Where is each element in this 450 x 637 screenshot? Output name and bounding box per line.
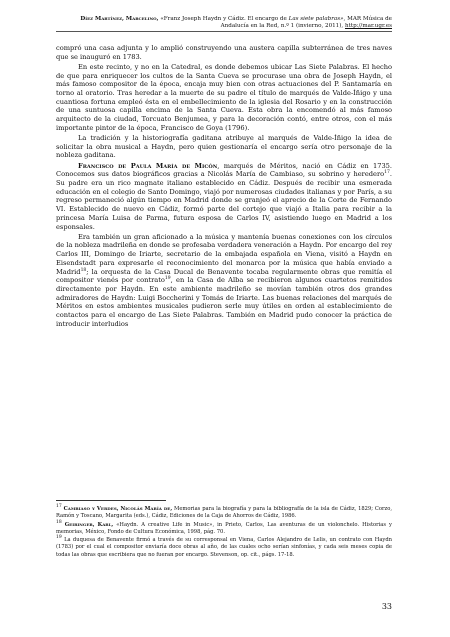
paragraph [56, 134, 392, 160]
footnote-text: «Haydn. A creative Life in Music», in Prieto, Carlos, Las aventuras de un violonchelo. Historias y memorias, México, Fondo de Cultura Económica, 1998, pág. 70. [56, 521, 392, 535]
paragraph-text: compró una casa adjunta y lo amplió construyendo una austera capilla subterránea de tres naves que se inauguró en 1783. [56, 44, 392, 61]
footnote-lead: Cambiaso y Verdes, Nicolás María de, [63, 506, 173, 512]
paragraph [56, 44, 392, 61]
paragraph-lead: Francisco de Paula María de Micón [78, 161, 218, 170]
paragraph [56, 233, 392, 329]
body-text [56, 44, 392, 329]
footnote-text: Memorias para la biografía y para la bibliografía de la isla de Cádiz, 1829; Corzo, Ramón y Toscano, Margarita (eds.), Cádiz, Ediciones de la Caja de Ahorros de Cádiz, 1986. [56, 506, 392, 520]
footnote-ref[interactable]: 18 [80, 267, 87, 273]
paragraph-tail: ; la orquesta de la Casa Ducal de Benavente tocaba regularmente obras que remitía el compositor vienés por contrato [56, 267, 392, 285]
footnote [56, 537, 392, 558]
footnote-number: 18 [56, 519, 62, 525]
footnote [56, 506, 392, 520]
paragraph-tail: , en la Casa de Alba se recibieron algunos cuartetos remitidos directamente por Haydn. En este ambiente madrileño se movían también otros dos grandes admiradores de Haydn: Luigi Boccherini y Tomás de Iriarte. Las buenas relaciones del marqués de Méritos en estos ambientes musicales pudieron serle muy útiles en orden al establecimiento de contactos para el encargo de Las Siete Palabras. También en Madrid pudo conocer la práctica de introducir interludios [56, 276, 392, 328]
page-number: 33 [381, 602, 392, 611]
paragraph-text: La tradición y la historiografía gaditana atribuye al marqués de Valde-Íñigo la idea de solicitar la obra musical a Haydn, pero quien gestionaría el encargo sería otro personaje de la nobleza gaditana. [56, 133, 392, 160]
paragraph [56, 162, 392, 232]
header-link[interactable]: http://mar.ugr.es [344, 23, 392, 29]
header-journal: , MAR Música de Andalucía en la Red, n.º 1 (invierno, 2011), [220, 16, 392, 29]
footnote-number: 19 [56, 535, 62, 541]
footnote [56, 519, 392, 536]
footnote-number: 17 [56, 504, 62, 509]
footnote-ref[interactable]: 19 [164, 276, 171, 282]
footnote-ref[interactable]: 17 [384, 170, 390, 176]
running-header [56, 16, 392, 32]
footnote-text: La duquesa de Benavente firmó a través de su corresponsal en Viena, Carlos Alejandro de Lelis, un contrato con Haydn (1783) por el cual el compositor enviaría doce obras al año, de las cuales ocho serían sinfonías, y cada seis meses copia de todas las obras que escribiera que no fueran por encargo. Stevenson, op. cit., págs. 17-18. [56, 537, 392, 558]
paragraph-text: En este recinto, y no en la Catedral, es donde debemos ubicar Las Siete Palabras. El hecho de que para enriquecer los cultos de la Santa Cueva se procurase una obra de Joseph Haydn, el más famoso compositor de la época, encaja muy bien con otras actuaciones del P. Santamaría en torno al oratorio. Tras heredar a la muerte de su padre el título de marqués de Valde-Íñigo y una cuantiosa fortuna empleó ésta en el embellecimiento de la iglesia del Rosario y en la construcción de una suntuosa capilla encima de la Santa Cueva. Esta obra la encomendó al más famoso arquitecto de la ciudad, Torcuato Benjumea, y para la decoración contó, entre otros, con el más importante pintor de la época, Francisco de Goya (1796). [56, 62, 392, 132]
header-author: Díez Martínez, Marcelino, [80, 16, 159, 22]
footnote-divider [56, 500, 166, 501]
footnotes [56, 506, 392, 560]
header-citation: «Franz Joseph Haydn y Cádiz. El encargo de [158, 16, 289, 22]
paragraph-text: Era también un gran aficionado a la música y mantenía buenas conexiones con los círculos de la nobleza madrileña en donde se profesaba verdadera veneración a Haydn. Por encargo del rey Carlos III, Domingo de Iriarte, secretario de la embajada española en Viena, visitó a Haydn en Eisendstadt para expresarle el reconocimiento del monarca por la música que había enviado a Madrid [56, 232, 392, 276]
paragraph-tail: . Su padre era un rico magnate italiano establecido en Cádiz. Después de recibir una esmerada educación en el colegio de Santo Domingo, viajó por numerosas ciudades italianas y por París, a su regreso permaneció algún tiempo en Madrid donde se granjeó el aprecio de la Corte de Fernando VI. Establecido de nuevo en Cádiz, formó parte del cortejo que viajó a Italia para recibir a la princesa María Luisa de Parma, futura esposa de Carlos IV, asistiendo luego en Madrid a los esponsales. [56, 170, 392, 231]
footnote-lead: Geiringer, Karl, [64, 521, 114, 528]
paragraph-text: , marqués de Méritos, nació en Cádiz en 1735. Conocemos sus datos biográficos gracias a Nicolás María de Cambiaso, su sobrino y heredero [56, 161, 392, 179]
header-work-title: Las siete palabras» [288, 16, 344, 22]
paragraph [56, 63, 392, 133]
